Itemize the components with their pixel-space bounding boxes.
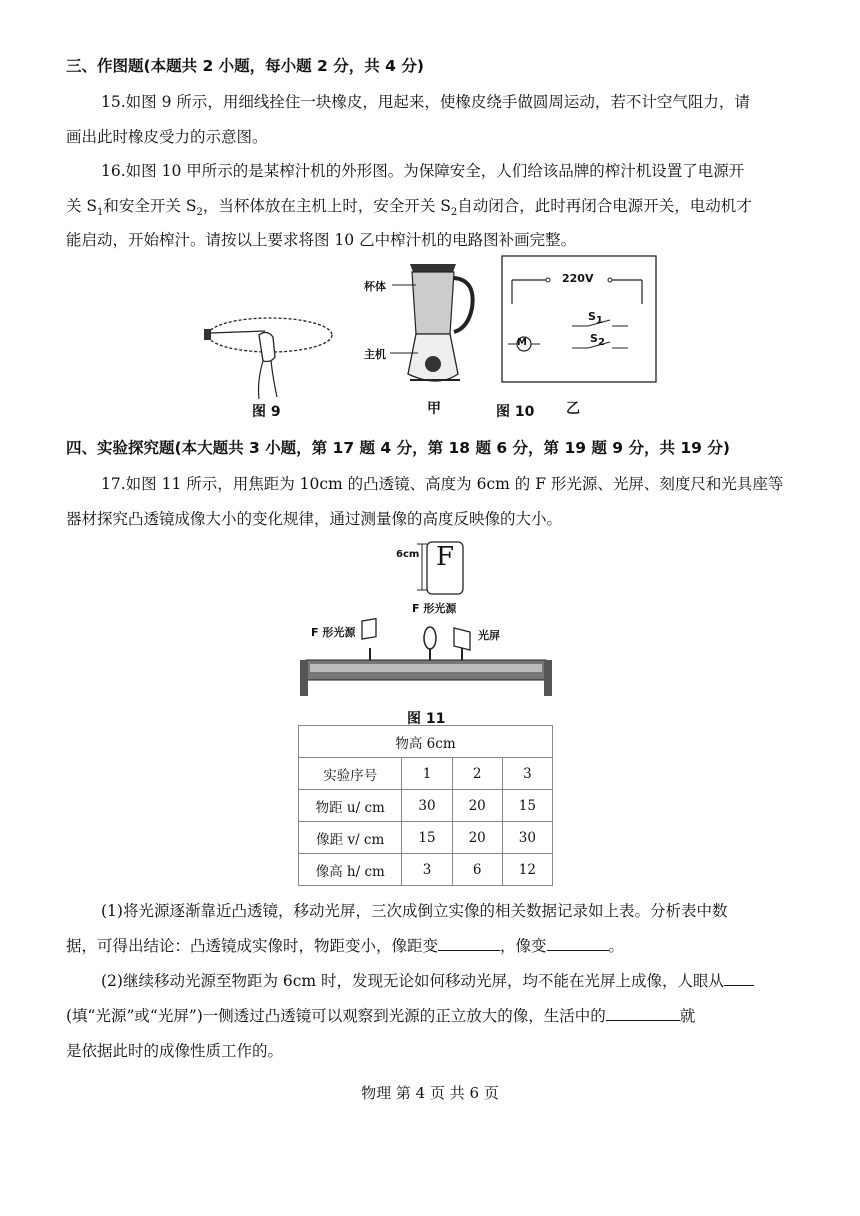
table-row: 像距 v/ cm 15 20 30	[299, 822, 553, 854]
section4-heading: 四、实验探究题(本大题共 3 小题，第 17 题 4 分，第 18 题 6 分，第 19 题 9 分，共 19 分)	[66, 439, 730, 457]
figure-9-diagram	[195, 305, 345, 405]
figure-11-caption: 图 11	[407, 711, 446, 727]
table-title: 物高 6cm	[299, 726, 553, 758]
q17-line2: 器材探究凸透镜成像大小的变化规律，通过测量像的高度反映像的大小。	[66, 510, 563, 528]
switch-s1-label: $S_1$	[588, 310, 603, 327]
q17-1-line2: 据，可得出结论：凸透镜成实像时，物距变小，像距变 ，像变 。	[66, 937, 625, 955]
q16-line1: 16.如图 10 甲所示的是某榨汁机的外形图。为保障安全，人们给该品牌的榨汁机设置了电源开	[101, 162, 745, 180]
figure-10-caption: 图 10	[496, 404, 535, 420]
table-row: 实验序号 1 2 3	[299, 758, 553, 790]
q17-2-line3: 是依据此时的成像性质工作的。	[66, 1042, 284, 1060]
answer-blank[interactable]	[606, 1006, 680, 1021]
cup-label: 杯体	[364, 280, 386, 293]
voltage-label: 220V	[562, 272, 594, 285]
q17-line1: 17.如图 11 所示，用焦距为 10cm 的凸透镜、高度为 6cm 的 F 形光源、光屏、刻度尺和光具座等	[101, 475, 784, 493]
q15-line2: 画出此时橡皮受力的示意图。	[66, 128, 268, 146]
answer-blank[interactable]	[438, 936, 500, 951]
q16-line3: 能启动，开始榨汁。请按以上要求将图 10 乙中榨汁机的电路图补画完整。	[66, 231, 577, 249]
base-label: 主机	[364, 348, 386, 361]
q17-1-line1: (1)将光源逐渐靠近凸透镜，移动光屏，三次成倒立实像的相关数据记录如上表。分析表中数	[101, 902, 728, 920]
figure-9-caption: 图 9	[252, 404, 281, 420]
table-row: 物距 u/ cm 30 20 15	[299, 790, 553, 822]
table-row: 像高 h/ cm 3 6 12	[299, 854, 553, 886]
bench-source-label: F 形光源	[311, 626, 356, 639]
f-source-caption: F 形光源	[412, 602, 457, 615]
cup-pointer	[392, 280, 416, 290]
base-pointer	[390, 348, 418, 358]
q17-2-line1: (2)继续移动光源至物距为 6cm 时，发现无论如何移动光屏，均不能在光屏上成像，人眼从	[101, 969, 754, 991]
screen-label: 光屏	[478, 629, 500, 642]
motor-label: M	[517, 337, 527, 348]
figure-10-yi-label: 乙	[566, 401, 580, 417]
q16-line2: 关 $S_1$和安全开关 $S_2$，当杯体放在主机上时，安全开关 $S_2$自动闭合，此时再闭合电源开关，电动机才	[66, 197, 752, 219]
f-height-label: 6cm	[396, 549, 420, 560]
data-table	[298, 725, 553, 886]
section3-heading: 三、作图题(本题共 2 小题，每小题 2 分，共 4 分)	[66, 57, 424, 75]
answer-blank[interactable]	[724, 971, 754, 986]
figure-10-jia-label: 甲	[427, 401, 441, 417]
answer-blank[interactable]	[547, 936, 609, 951]
page-footer: 物理 第 4 页 共 6 页	[361, 1084, 499, 1102]
f-letter: F	[436, 542, 455, 572]
q17-2-line2: (填“光源”或“光屏”)一侧透过凸透镜可以观察到光源的正立放大的像，生活中的 就	[66, 1007, 696, 1025]
q15-line1: 15.如图 9 所示，用细线拴住一块橡皮，甩起来，使橡皮绕手做圆周运动，若不计空气阻力，请	[101, 93, 750, 111]
switch-s2-label: $S_2$	[590, 332, 605, 349]
